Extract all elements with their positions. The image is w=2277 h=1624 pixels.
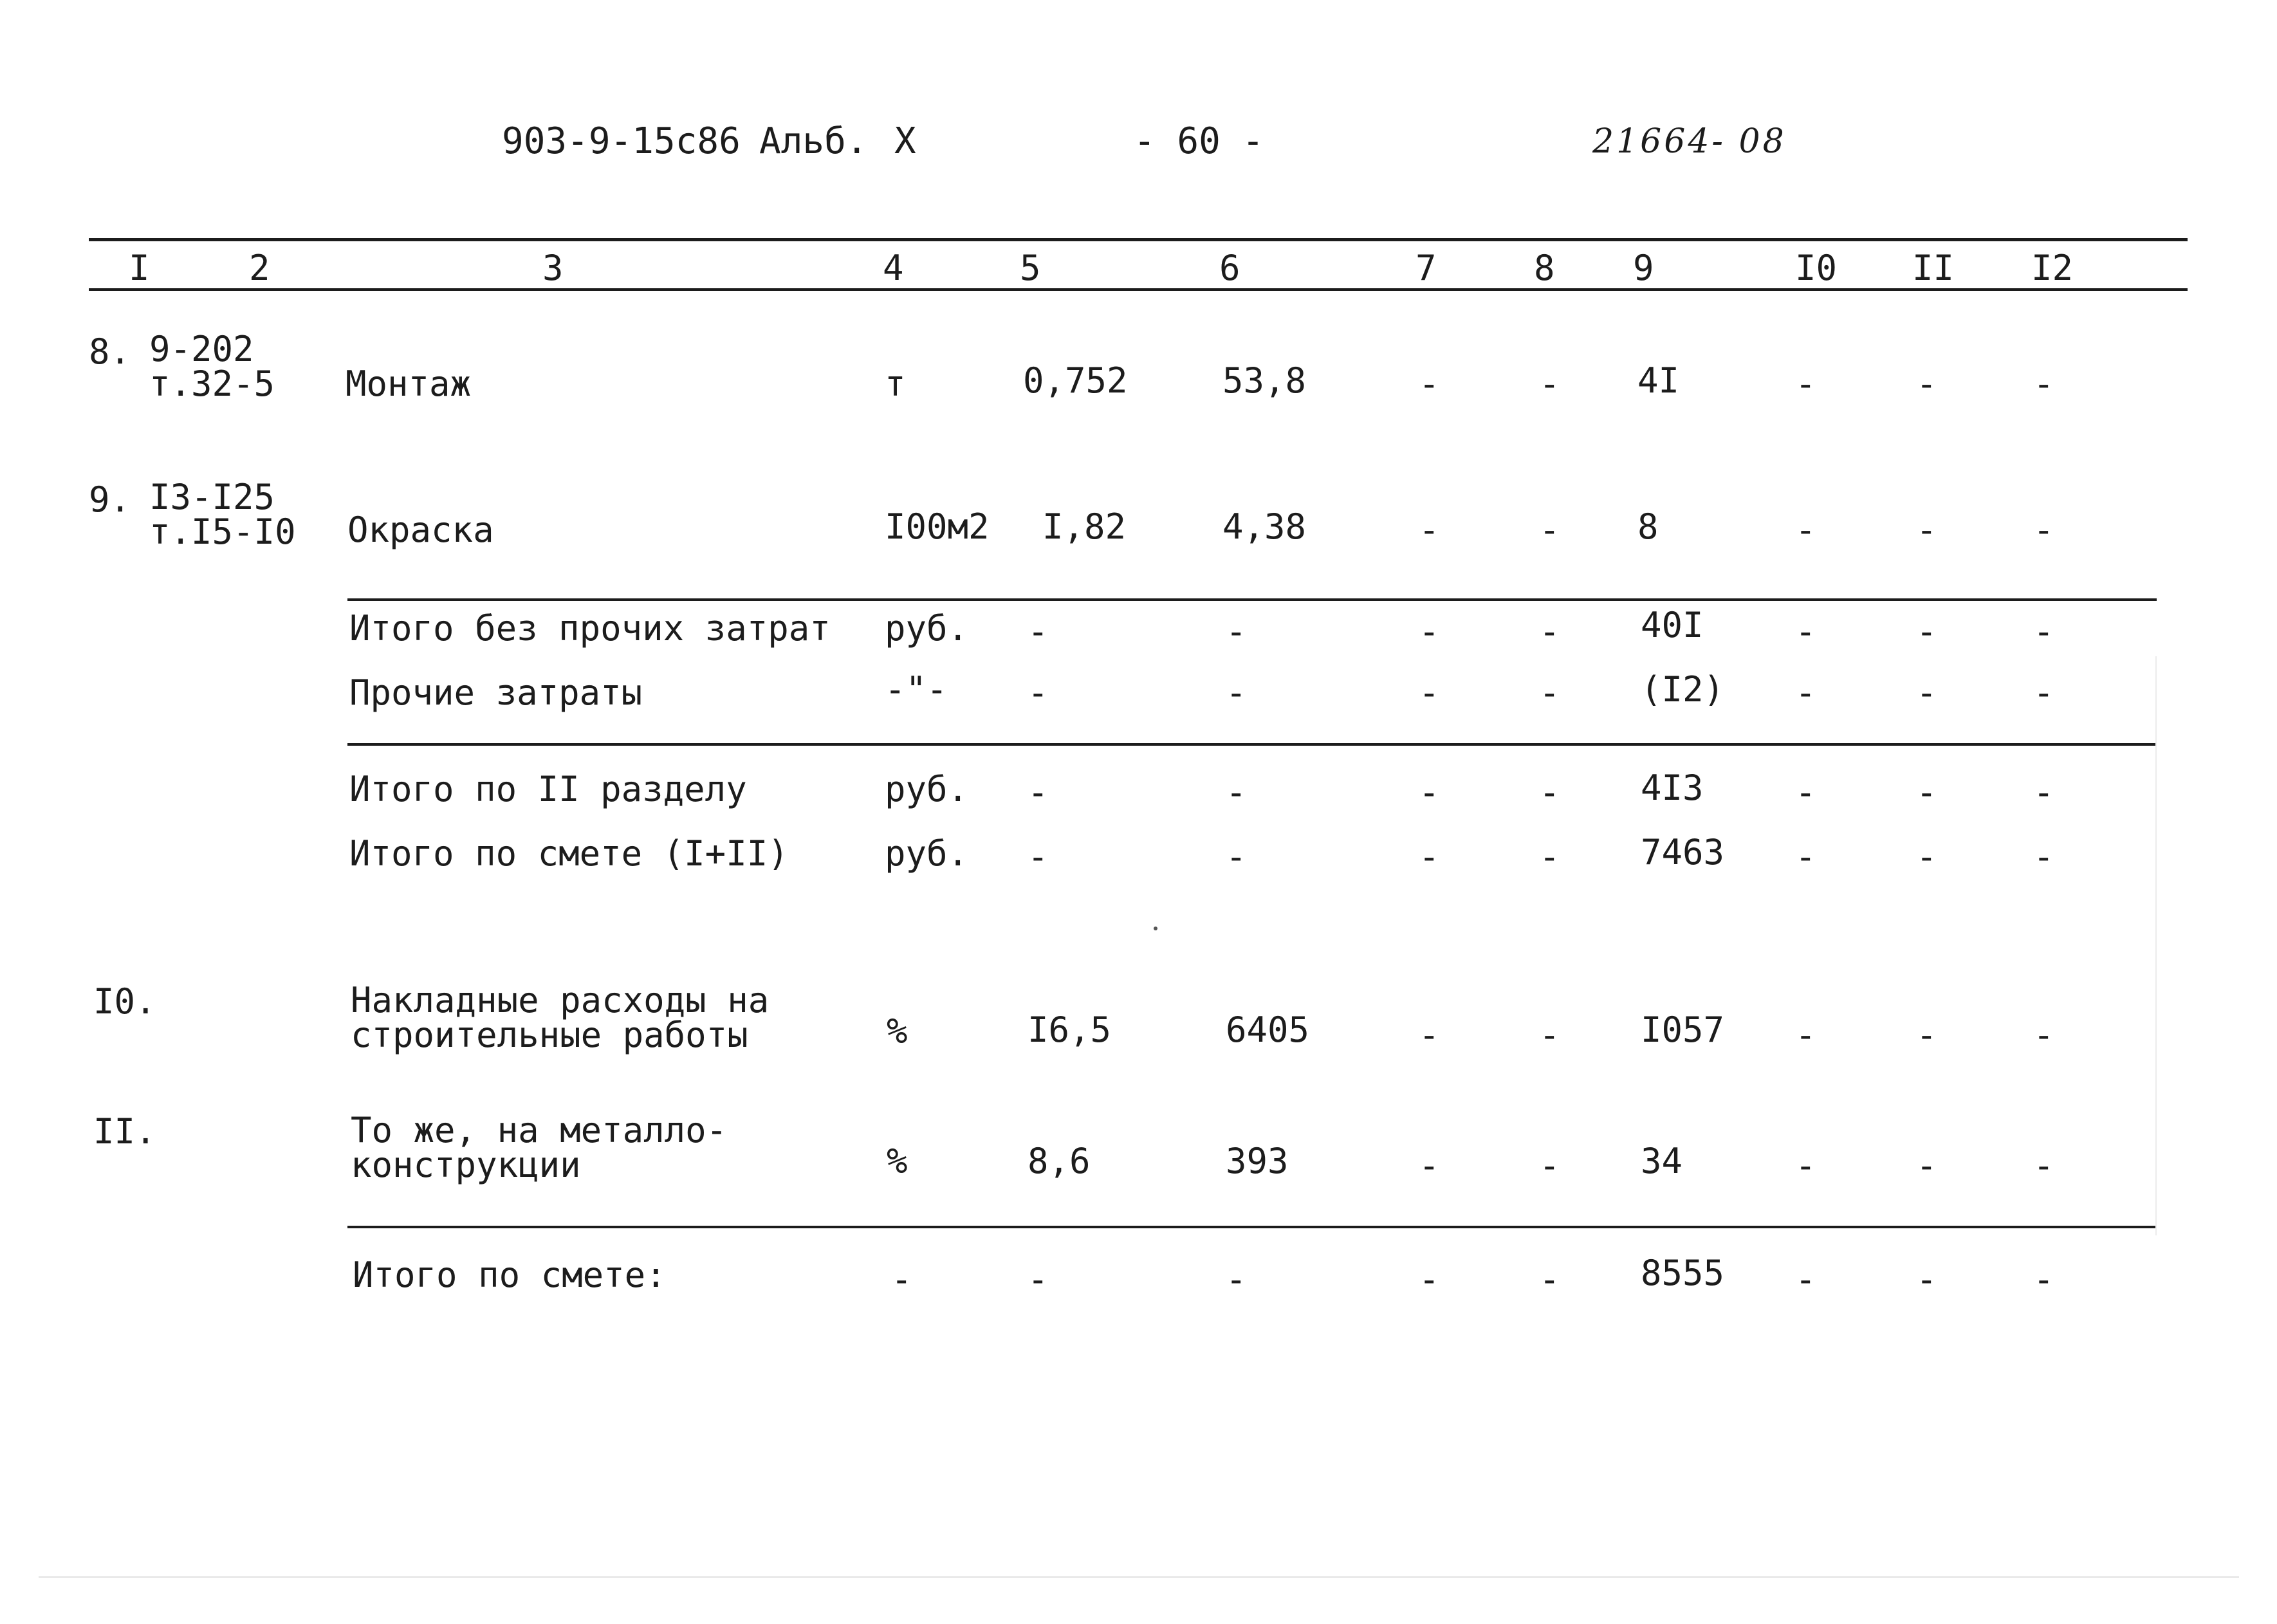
scan-edge-line	[2155, 656, 2157, 1235]
document-code: 903-9-15с86	[502, 120, 741, 162]
quantity: 0,752	[1023, 360, 1128, 401]
column-header: 4	[883, 248, 904, 288]
subtotal-rule	[347, 598, 2157, 601]
unit-cost: 4,38	[1222, 506, 1307, 547]
col-11-value: -	[1916, 1145, 1937, 1186]
rate-code	[149, 477, 296, 552]
col-8-value: -	[1539, 772, 1560, 813]
col-7-value: -	[1419, 772, 1440, 813]
col-12-value: -	[2033, 1259, 2054, 1300]
unit: I00м2	[885, 506, 990, 547]
page-number: - 60 -	[1134, 120, 1264, 162]
quantity: -	[1028, 836, 1049, 877]
col-11-value: -	[1916, 611, 1937, 652]
col-12-value: -	[2033, 672, 2054, 713]
scan-speck	[1154, 927, 1157, 930]
item-name-line: строительные работы	[351, 1015, 748, 1055]
col-10-value: -	[1795, 1259, 1816, 1300]
item-name: Итого без прочих затрат	[349, 608, 831, 649]
col-11-value: -	[1916, 836, 1937, 877]
col-8-value: -	[1539, 1145, 1560, 1186]
col-12-value: -	[2033, 510, 2054, 550]
total-cost: 7463	[1641, 832, 1725, 872]
unit: руб.	[885, 833, 969, 874]
col-7-value: -	[1419, 1145, 1440, 1186]
unit: т	[885, 364, 906, 404]
rate-code-line: I3-I25	[149, 477, 275, 517]
quantity: -	[1028, 1259, 1049, 1300]
row-number: 8.	[89, 331, 131, 372]
col-7-value: -	[1419, 836, 1440, 877]
col-12-value: -	[2033, 836, 2054, 877]
col-10-value: -	[1795, 364, 1816, 404]
unit: %	[887, 1011, 908, 1051]
col-11-value: -	[1916, 1259, 1937, 1300]
total-cost: 34	[1641, 1141, 1683, 1181]
unit-cost: -	[1226, 772, 1247, 813]
album-label: Альб.	[759, 120, 868, 162]
col-12-value: -	[2033, 1145, 2054, 1186]
col-11-value: -	[1916, 672, 1937, 713]
col-11-value: -	[1916, 772, 1937, 813]
col-10-value: -	[1795, 772, 1816, 813]
item-name-line: конструкции	[351, 1145, 581, 1185]
total-cost: 8555	[1641, 1253, 1725, 1293]
item-name: Прочие затраты	[349, 672, 643, 713]
unit: руб.	[885, 769, 969, 809]
col-7-value: -	[1419, 364, 1440, 404]
col-8-value: -	[1539, 1259, 1560, 1300]
total-cost: 4I3	[1641, 768, 1704, 808]
scan-edge-line	[39, 1576, 2239, 1578]
item-name: Итого по II разделу	[349, 769, 747, 809]
column-header: I2	[2031, 248, 2074, 288]
header-bottom-rule	[89, 288, 2188, 291]
item-name-line: То же, на металло-	[351, 1110, 728, 1150]
rate-code	[149, 329, 275, 404]
col-10-value: -	[1795, 1145, 1816, 1186]
unit-cost: -	[1226, 1259, 1247, 1300]
col-12-value: -	[2033, 772, 2054, 813]
unit-cost: 53,8	[1222, 360, 1307, 401]
total-cost: 4I	[1637, 360, 1680, 401]
item-name: Монтаж	[346, 364, 472, 404]
col-8-value: -	[1539, 836, 1560, 877]
col-8-value: -	[1539, 1015, 1560, 1055]
col-7-value: -	[1419, 510, 1440, 550]
item-name	[351, 1110, 728, 1185]
column-header: II	[1912, 248, 1955, 288]
col-12-value: -	[2033, 364, 2054, 404]
col-10-value: -	[1795, 1015, 1816, 1055]
col-7-value: -	[1419, 672, 1440, 713]
col-7-value: -	[1419, 611, 1440, 652]
total-cost: 40I	[1641, 605, 1704, 645]
item-name: Итого по смете:	[353, 1255, 667, 1295]
quantity: I6,5	[1028, 1010, 1112, 1050]
row-number: II.	[93, 1111, 156, 1152]
column-header: 5	[1020, 248, 1041, 288]
column-header: 8	[1534, 248, 1555, 288]
section-rule	[347, 743, 2157, 746]
quantity: -	[1028, 611, 1049, 652]
unit-cost: -	[1226, 611, 1247, 652]
item-name: Окраска	[347, 510, 494, 550]
rate-code-line: т.32-5	[149, 364, 275, 404]
album-number: X	[894, 120, 916, 162]
col-7-value: -	[1419, 1259, 1440, 1300]
total-cost: (I2)	[1641, 669, 1725, 710]
unit: %	[887, 1141, 908, 1181]
quantity: -	[1028, 672, 1049, 713]
column-header: 9	[1633, 248, 1654, 288]
row-number: I0.	[93, 981, 156, 1022]
col-10-value: -	[1795, 836, 1816, 877]
item-name	[351, 980, 770, 1055]
col-11-value: -	[1916, 510, 1937, 550]
unit-cost: -	[1226, 836, 1247, 877]
inventory-number: 21664- 08	[1592, 122, 1787, 161]
col-12-value: -	[2033, 1015, 2054, 1055]
row-number: 9.	[89, 479, 131, 520]
unit: руб.	[885, 608, 969, 649]
unit-cost: -	[1226, 672, 1247, 713]
unit: -	[891, 1259, 912, 1300]
rate-code-line: т.I5-I0	[149, 512, 296, 552]
col-8-value: -	[1539, 510, 1560, 550]
col-8-value: -	[1539, 672, 1560, 713]
column-header: I	[129, 248, 150, 288]
col-8-value: -	[1539, 611, 1560, 652]
quantity: I,82	[1042, 506, 1127, 547]
total-cost: 8	[1637, 506, 1659, 547]
unit-cost: 393	[1226, 1141, 1289, 1181]
unit-cost: 6405	[1226, 1010, 1310, 1050]
table-top-rule	[89, 238, 2188, 241]
col-12-value: -	[2033, 611, 2054, 652]
column-header: I0	[1795, 248, 1838, 288]
unit: -"-	[885, 669, 948, 710]
col-10-value: -	[1795, 672, 1816, 713]
rate-code-line: 9-202	[149, 329, 254, 369]
quantity: -	[1028, 772, 1049, 813]
col-10-value: -	[1795, 611, 1816, 652]
column-header: 2	[249, 248, 270, 288]
col-7-value: -	[1419, 1015, 1440, 1055]
item-name: Итого по смете (I+II)	[349, 833, 789, 874]
column-header: 7	[1415, 248, 1437, 288]
col-8-value: -	[1539, 364, 1560, 404]
quantity: 8,6	[1028, 1141, 1091, 1181]
item-name-line: Накладные расходы на	[351, 980, 770, 1020]
grand-total-rule	[347, 1226, 2157, 1228]
col-11-value: -	[1916, 364, 1937, 404]
col-11-value: -	[1916, 1015, 1937, 1055]
column-header: 6	[1219, 248, 1240, 288]
total-cost: I057	[1641, 1010, 1725, 1050]
column-header: 3	[542, 248, 564, 288]
col-10-value: -	[1795, 510, 1816, 550]
